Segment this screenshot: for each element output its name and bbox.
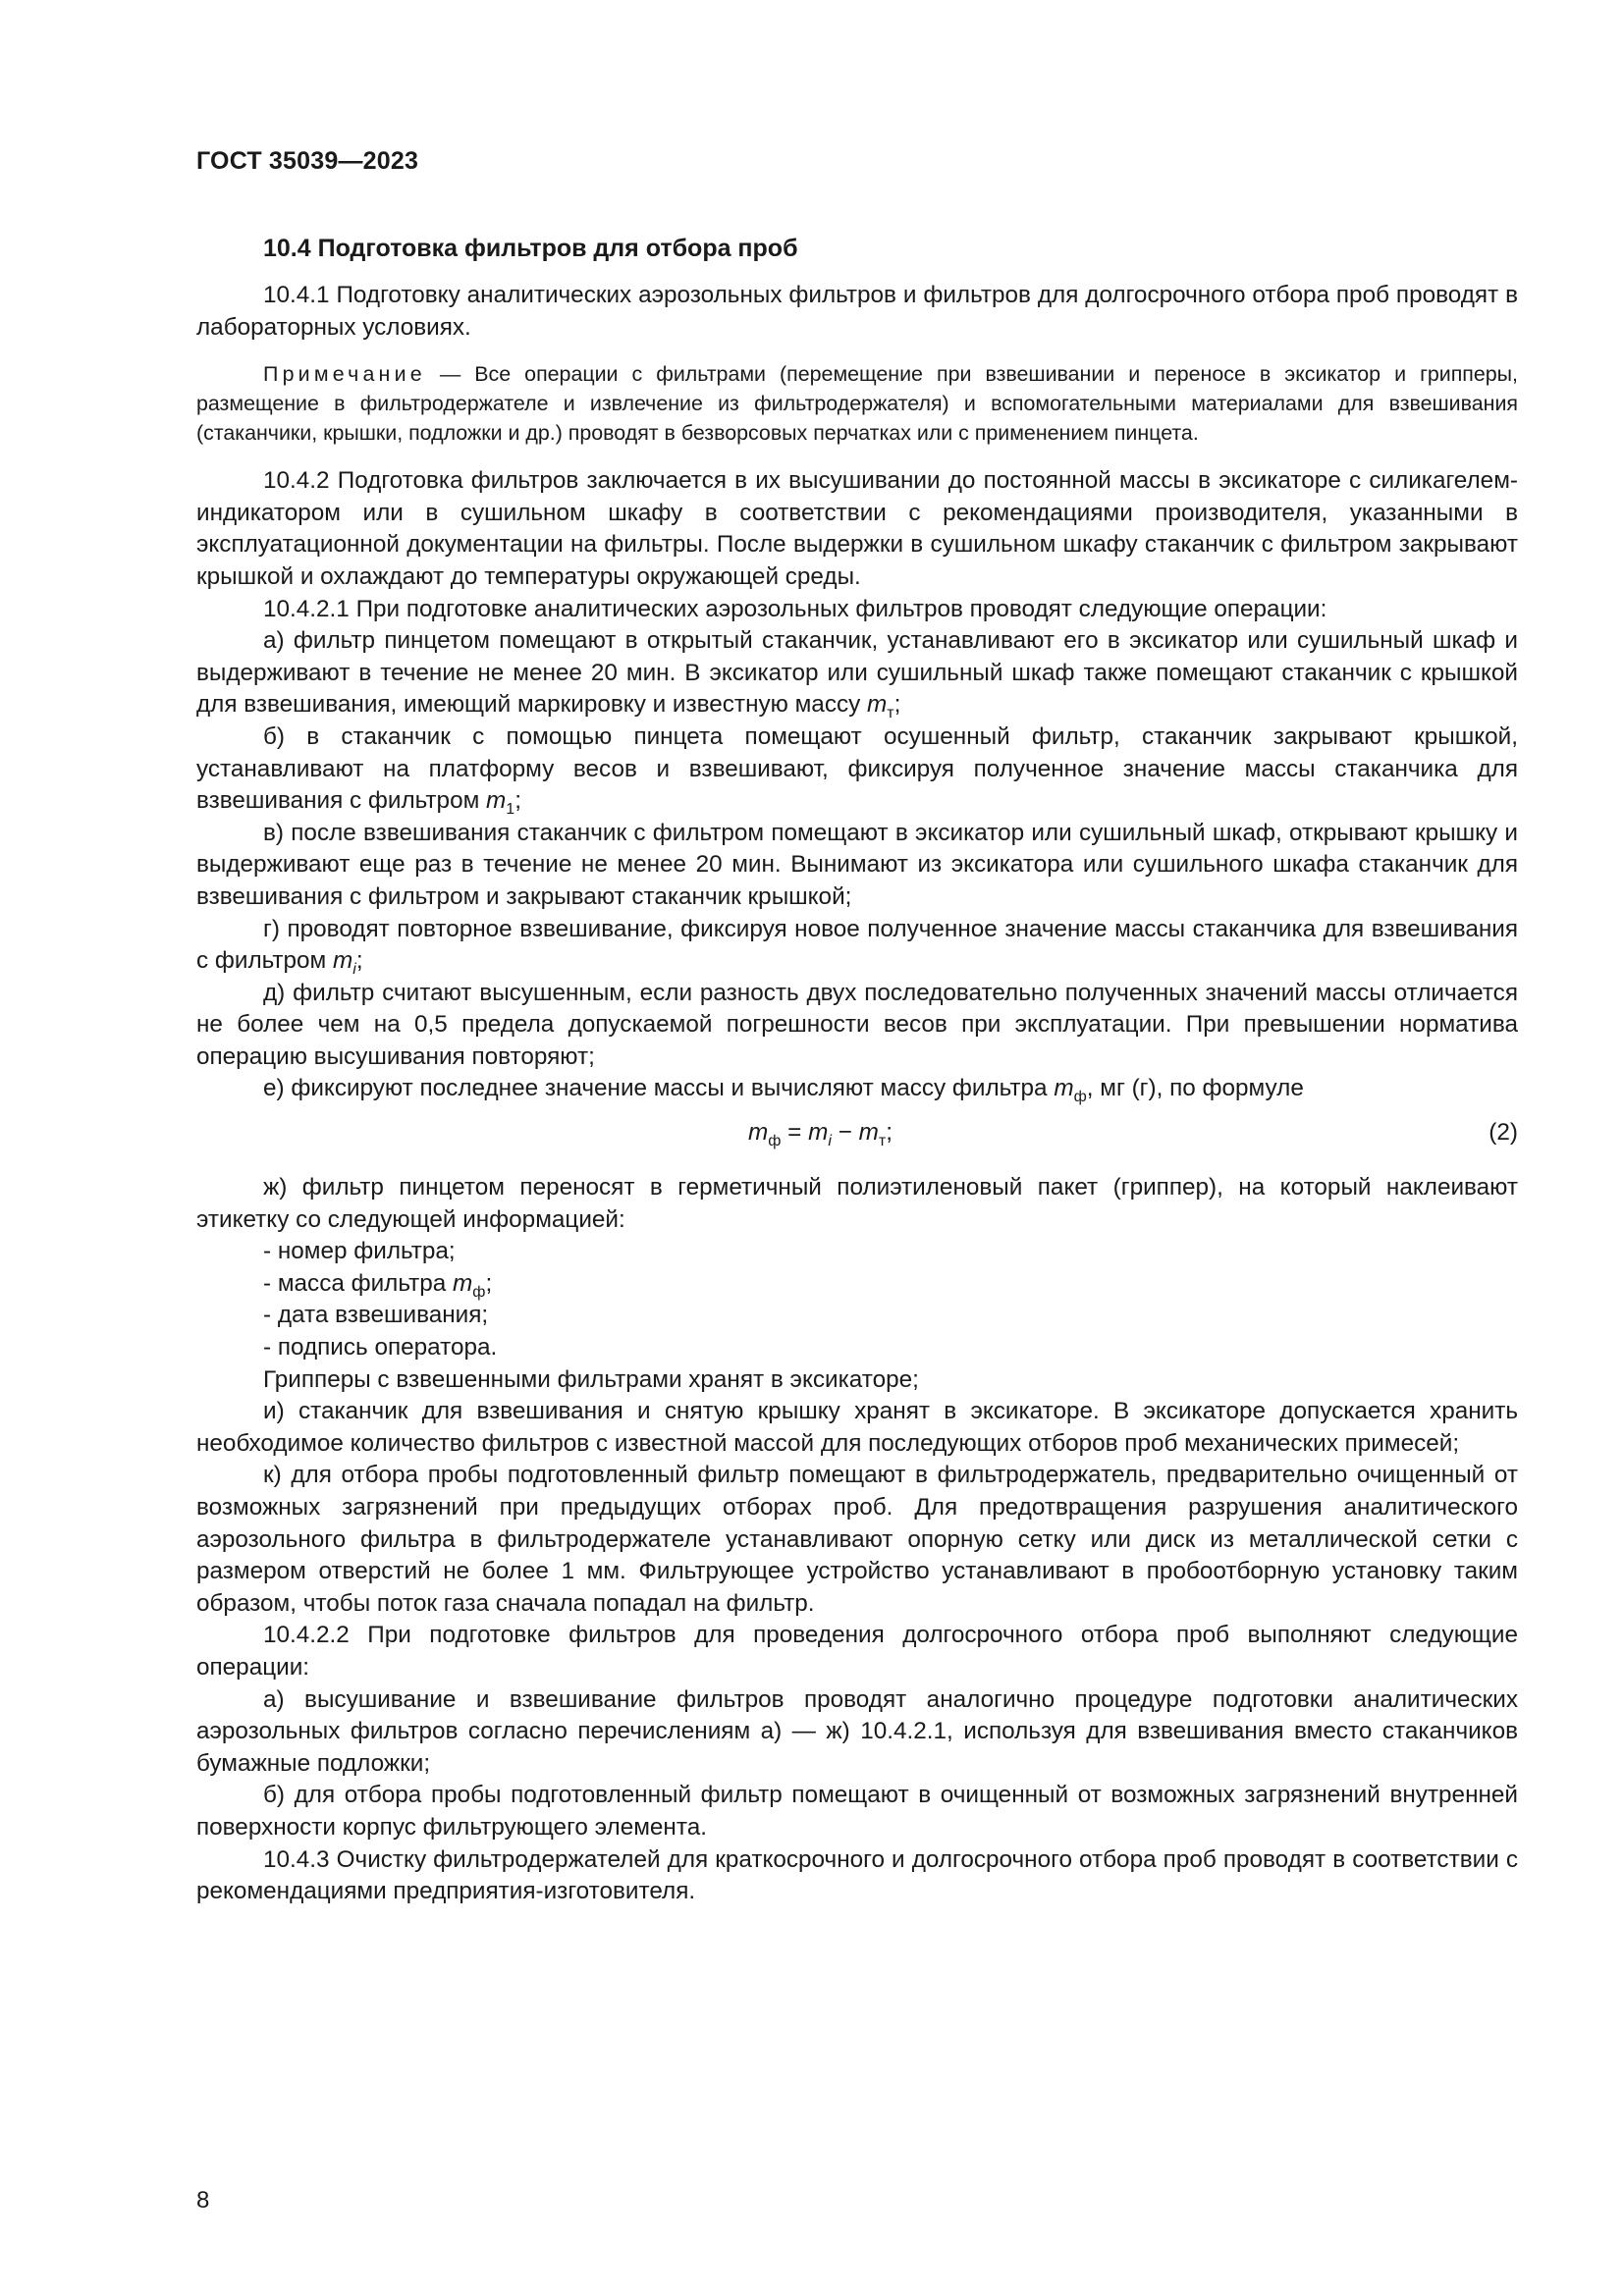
variable-m: m xyxy=(867,691,888,719)
sub-item-a: а) высушивание и взвешивание фильтров проводят аналогично процедуре подготовки аналитических аэрозольных фильтров согласно перечислениям а) — ж) 10.4.2.1, используя для взвешивания вместо стаканчиков бумажные подложки; xyxy=(196,1685,1518,1777)
formula-expression: $m_ф = m_i - m_т$; xyxy=(748,1119,893,1150)
list-item-zh: ж) фильтр пинцетом переносят в герметичный полиэтиленовый пакет (гриппер), на который наклеивают этикетку со следующей информацией: xyxy=(196,1174,1518,1233)
page-number: 8 xyxy=(196,2187,210,2214)
section-title: 10.4 Подготовка фильтров для отбора проб xyxy=(263,235,798,262)
paragraph-10-4-2: 10.4.2 Подготовка фильтров заключается в их высушивании до постоянной массы в эксикаторе с силикагелем-индикатором или в сушильном шкафу в соответствии с рекомендациями производителя, указанными в эксплуатационной документации на фильтры. После выдержки в сушильном шкафу стаканчик с фильтром закрывают крышкой и охлаждают до температуры окружающей среды. xyxy=(196,467,1518,590)
label-info-item: - номер фильтра; xyxy=(263,1238,456,1265)
list-item-i: и) стаканчик для взвешивания и снятую крышку хранят в эксикаторе. В эксикаторе допускается хранить необходимое количество фильтров с известной массой для последующих отборов проб механических примесей; xyxy=(196,1398,1518,1457)
paragraph-10-4-1: 10.4.1 Подготовку аналитических аэрозольных фильтров и фильтров для долгосрочного отбора проб проводят в лабораторных условиях. xyxy=(196,282,1518,341)
paragraph-10-4-2-2: 10.4.2.2 При подготовке фильтров для проведения долгосрочного отбора проб выполняют следующие операции: xyxy=(196,1622,1518,1681)
note xyxy=(196,359,1518,448)
list-item-d: д) фильтр считают высушенным, если разность двух последовательно полученных значений массы отличается не более чем на 0,5 предела допускаемой погрешности весов при эксплуатации. При превышении норматива операцию высушивания повторяют; xyxy=(196,979,1518,1070)
label-info-item: - подпись оператора. xyxy=(263,1334,498,1362)
list-item-k: к) для отбора пробы подготовленный фильтр помещают в фильтродержатель, предварительно очищенный от возможных загрязнений при предыдущих отборах проб. Для предотвращения разрушения аналитического аэрозольного фильтра в фильтродержателе устанавливают опорную сетку или диск из металлической сетки с размером отверстий не более 1 мм. Фильтрующее устройство устанавливают в пробоотборную установку таким образом, чтобы поток газа сначала попадал на фильтр. xyxy=(196,1462,1518,1617)
formula-number: (2) xyxy=(1489,1119,1518,1147)
variable-m: m xyxy=(486,787,507,815)
variable-m: m xyxy=(333,947,353,975)
variable-m: m xyxy=(453,1269,473,1297)
document-page xyxy=(196,145,1518,1908)
grippers-storage: Грипперы с взвешенными фильтрами хранят в эксикаторе; xyxy=(263,1365,919,1393)
label-info-item: - масса фильтра $m_ф$; xyxy=(263,1269,493,1301)
list-item-e: е) фиксируют последнее значение массы и вычисляют массу фильтра $m_ф$, мг (г), по формуле xyxy=(263,1075,1304,1106)
document-code-header: ГОСТ 35039—2023 xyxy=(196,147,419,175)
list-item-v: в) после взвешивания стаканчик с фильтром помещают в эксикатор или сушильный шкаф, открывают крышку и выдерживают еще раз в течение не менее 20 мин. Вынимают из эксикатора или сушильного шкафа стаканчик для взвешивания с фильтром и закрывают стаканчик крышкой; xyxy=(196,819,1518,910)
note-label: Примечание xyxy=(263,362,426,387)
list-item-g: г) проводят повторное взвешивание, фиксируя новое полученное значение массы стаканчика для взвешивания с фильтром $m_i$; xyxy=(196,915,1518,979)
list-item-b: б) в стаканчик с помощью пинцета помещают осушенный фильтр, стаканчик закрывают крышкой, устанавливают на платформу весов и взвешивают, фиксируя полученное значение массы стаканчика для взвешивания с фильтром $m_1$; xyxy=(196,722,1518,819)
variable-m: m xyxy=(1054,1075,1074,1102)
paragraph-10-4-3: 10.4.3 Очистку фильтродержателей для краткосрочного и долгосрочного отбора проб проводят в соответствии с рекомендациями предприятия-изготовителя. xyxy=(196,1845,1518,1905)
note-text: — Все операции с фильтрами (перемещение при взвешивании и переносе в эксикатор и грипперы, размещение в фильтродержателе и извлечение из фильтродержателя) и вспомогательными материалами для взвешивания (стаканчики, крышки, подложки и др.) проводят в безворсовых перчатках или с применением пинцета. xyxy=(196,362,1518,446)
formula-2 xyxy=(196,1117,1518,1160)
sub-item-b: б) для отбора пробы подготовленный фильтр помещают в очищенный от возможных загрязнений внутренней поверхности корпус фильтрующего элемента. xyxy=(196,1782,1518,1841)
label-info-item: - дата взвешивания; xyxy=(263,1302,489,1329)
paragraph-10-4-2-1: 10.4.2.1 При подготовке аналитических аэрозольных фильтров проводят следующие операции: xyxy=(263,595,1327,622)
list-item-a: а) фильтр пинцетом помещают в открытый стаканчик, устанавливают его в эксикатор или сушильный шкаф и выдерживают в течение не менее 20 мин. В эксикатор или сушильный шкаф также помещают стаканчик с крышкой для взвешивания, имеющий маркировку и известную массу $m_т$; xyxy=(196,627,1518,722)
